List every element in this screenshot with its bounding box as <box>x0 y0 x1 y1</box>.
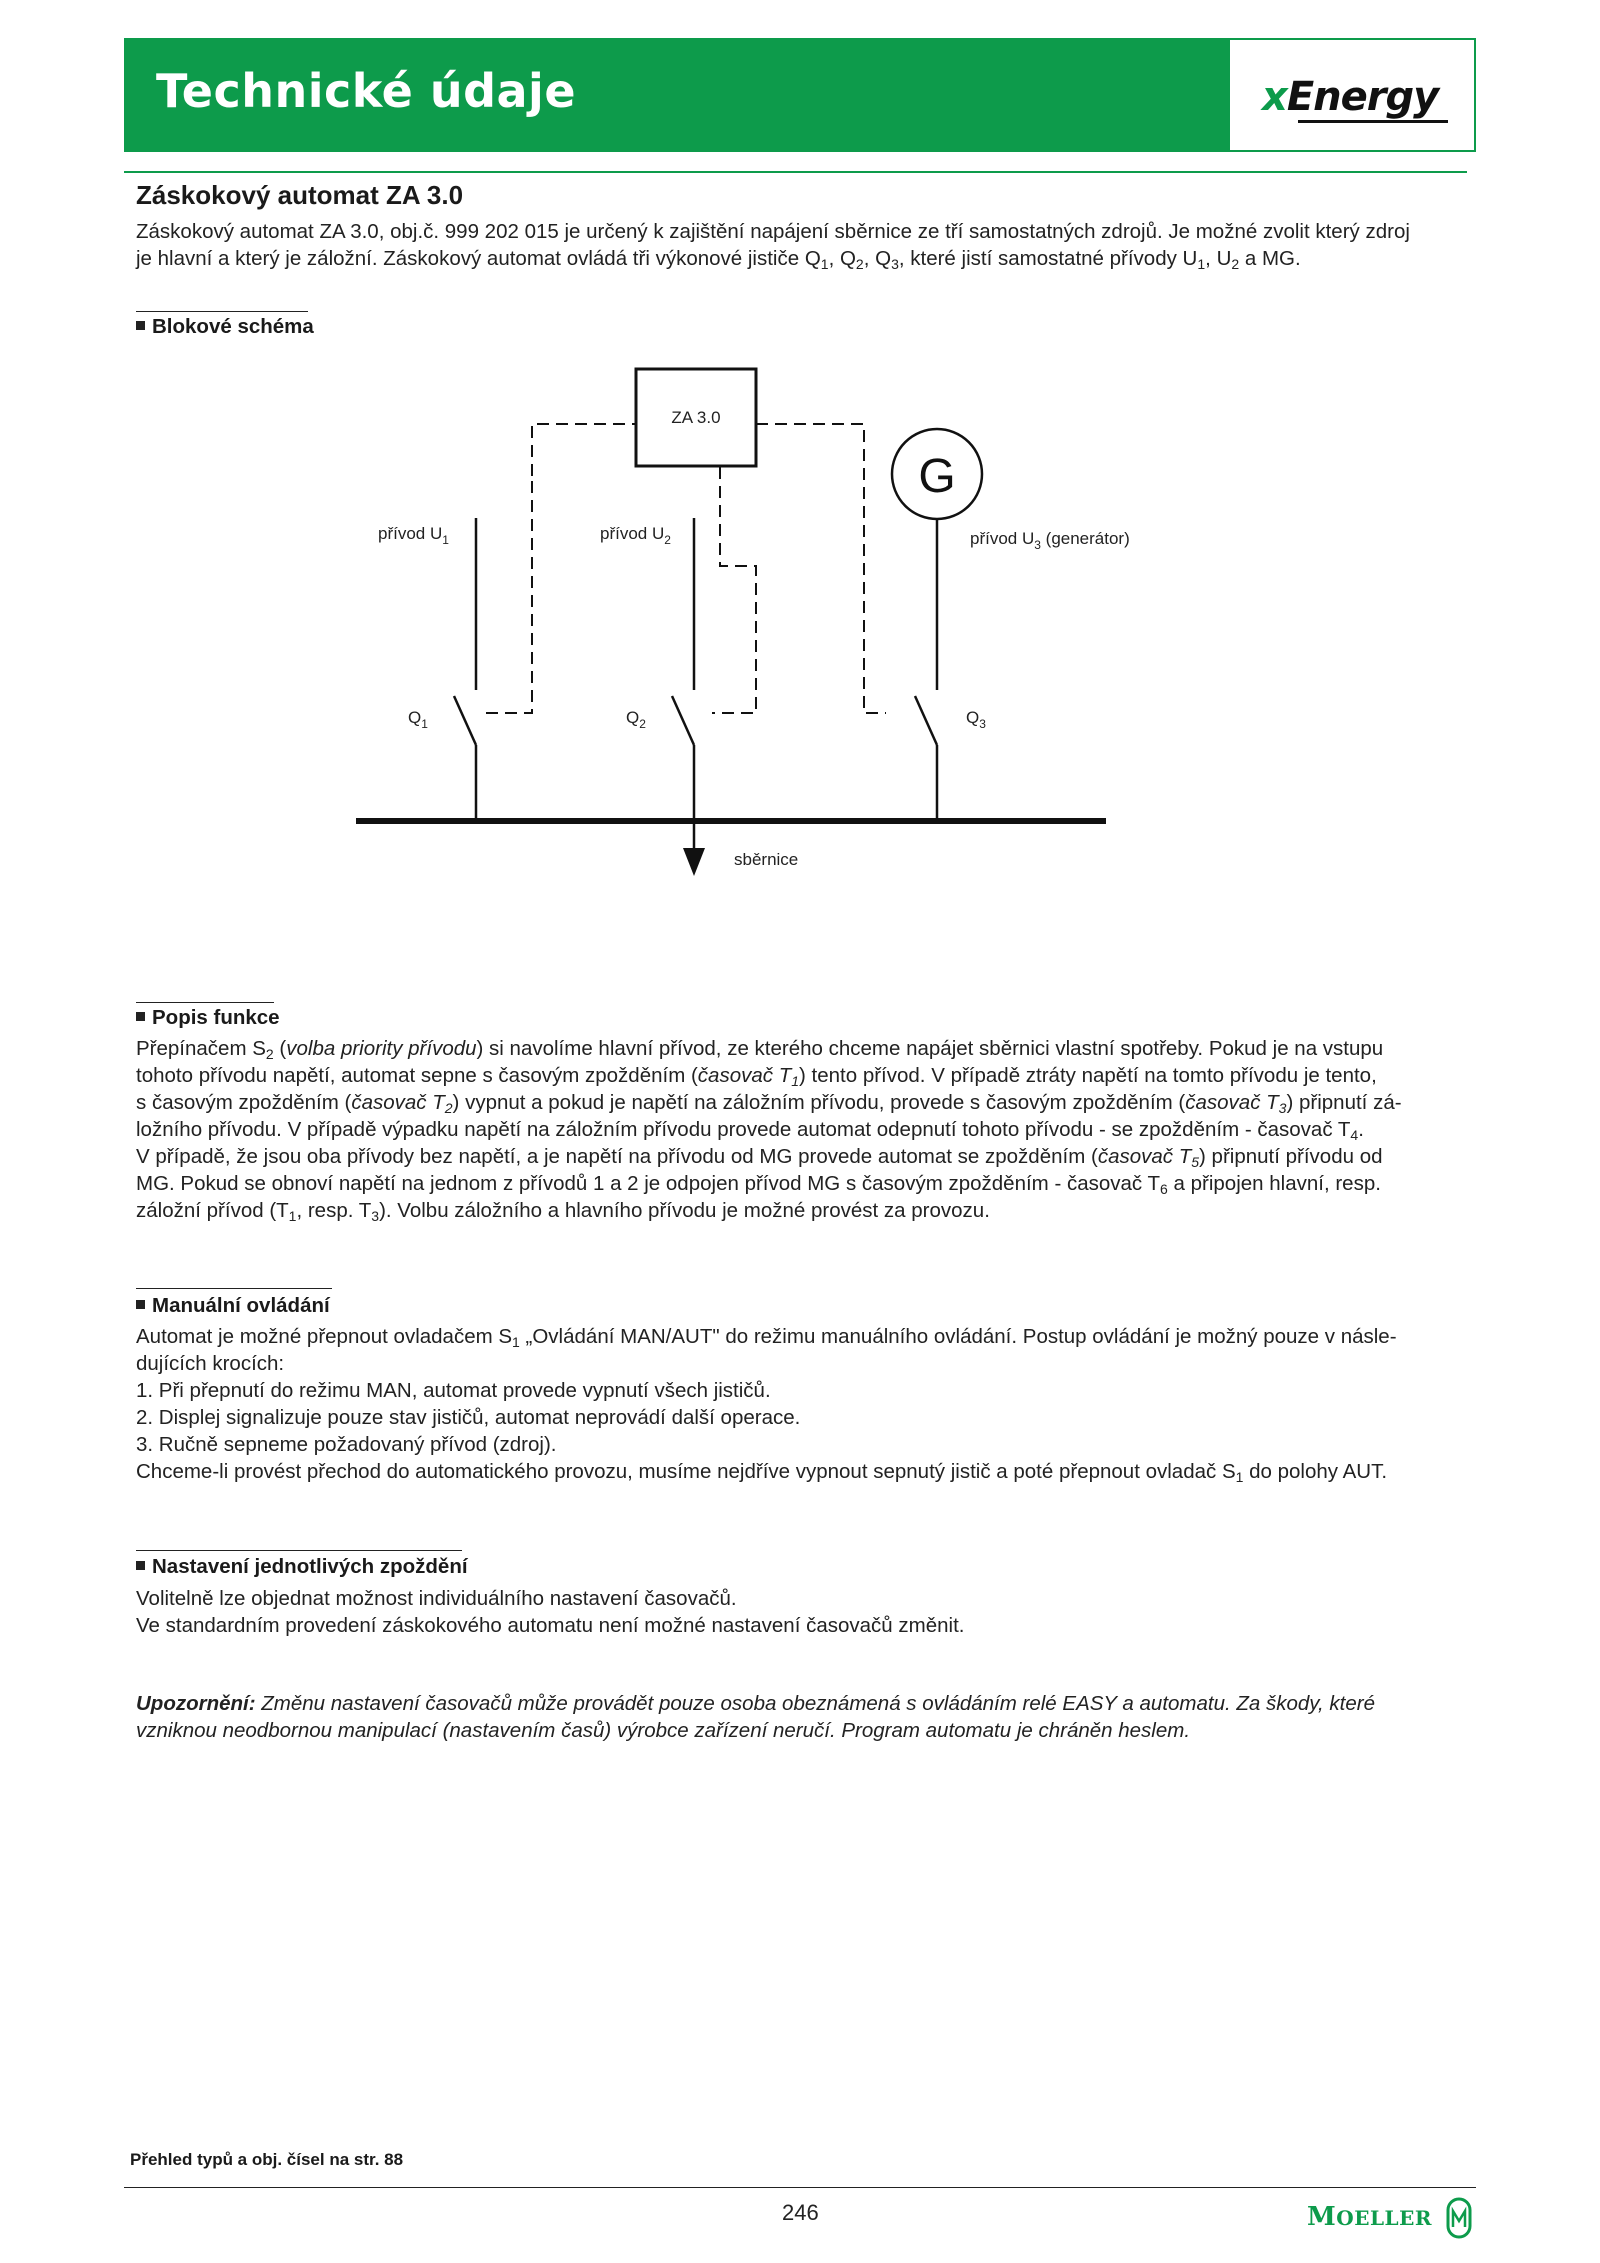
section-label-popis: Popis funkce <box>136 1006 280 1030</box>
bus-label: sběrnice <box>734 850 799 869</box>
text-line: Automat je možné přepnout ovladačem $S_1$ „Ovládání MAN/AUT" do režimu manuálního ovládání. Postup ovládání je možný pouze v násle- <box>136 1325 1397 1350</box>
text-line: s časovým zpožděním (časovač $T_2$) vypnut a pokud je napětí na záložním přívodu, provede s časovým zpožděním (časovač $T_3$) připnutí zá- <box>136 1091 1402 1116</box>
text-line: Upozornění: Změnu nastavení časovačů může provádět pouze osoba obeznámená s ovládáním relé EASY a automatu. Za škody, které <box>136 1692 1375 1715</box>
section-rule-delays <box>136 1550 462 1551</box>
moeller-emblem-icon <box>1446 2197 1472 2239</box>
breaker-label-q2: $Q_2$ <box>626 708 646 731</box>
block-diagram <box>0 0 1600 900</box>
breaker-label-q1: $Q_1$ <box>408 708 428 731</box>
feed-label-u3: přívod $U_3$ (generátor) <box>970 529 1130 552</box>
section-rule-manual <box>136 1288 332 1289</box>
moeller-logo: MOELLER <box>1307 2202 1432 2232</box>
text-line: Záskokový automat ZA 3.0, obj.č. 999 202 015 je určený k zajištění napájení sběrnice ze tří samostatných zdrojů. Je možné zvolit který zdroj <box>136 220 1410 243</box>
feed-label-u1: přívod $U_1$ <box>378 524 449 547</box>
text-line: 2. Displej signalizuje pouze stav jističů, automat neprovádí další operace. <box>136 1406 801 1429</box>
section-label-delays: Nastavení jednotlivých zpoždění <box>136 1555 468 1579</box>
text-line: ložního přívodu. V případě výpadku napětí na záložním přívodu provede automat odepnutí tohoto přívodu - se zpožděním - časovač $T_4$. <box>136 1118 1364 1143</box>
generator-label: G <box>918 450 956 503</box>
text-line: V případě, že jsou oba přívody bez napětí, a je napětí na přívodu od MG provede automat se zpožděním (časovač $T_5$) připnutí přívodu od <box>136 1145 1383 1170</box>
text-line: vzniknou neodbornou manipulací (nastavením časů) výrobce zařízení neručí. Program automatu je chráněn heslem. <box>136 1719 1191 1742</box>
footer-rule <box>124 2187 1476 2188</box>
text-line: 1. Při přepnutí do režimu MAN, automat provede vypnutí všech jističů. <box>136 1379 771 1402</box>
bullet-square-icon <box>136 1561 145 1570</box>
text-line: je hlavní a který je záložní. Záskokový automat ovládá tři výkonové jističe $Q_1$, $Q_2$, $Q_3$, které jistí samostatné přívody $U_1$, $U_2$ a MG. <box>136 247 1301 272</box>
logo-x: x <box>1262 74 1287 120</box>
text-line: Volitelně lze objednat možnost individuálního nastavení časovačů. <box>136 1587 737 1610</box>
bullet-square-icon <box>136 1300 145 1309</box>
bullet-square-icon <box>136 1012 145 1021</box>
breaker-label-q3: $Q_3$ <box>966 708 986 731</box>
controller-label: ZA 3.0 <box>671 408 721 427</box>
page-number: 246 <box>782 2200 819 2225</box>
footer-note: Přehled typů a obj. čísel na str. 88 <box>130 2150 404 2169</box>
breaker-q2-switch <box>672 696 694 745</box>
section-label-block: Blokové schéma <box>136 315 314 339</box>
breaker-q3-switch <box>915 696 937 745</box>
text-line: dujících krocích: <box>136 1352 285 1375</box>
section-rule-popis <box>136 1002 274 1003</box>
dashed-link-q1 <box>532 424 636 476</box>
section-label-manual: Manuální ovládání <box>136 1294 330 1318</box>
text-line: tohoto přívodu napětí, automat sepne s časovým zpožděním (časovač $T_1$) tento přívod. V případě ztráty napětí na tomto přívodu je tento, <box>136 1064 1377 1089</box>
breaker-q1-switch <box>454 696 476 745</box>
feed-label-u2: přívod $U_2$ <box>600 524 671 547</box>
text-line: 3. Ručně sepneme požadovaný přívod (zdroj). <box>136 1433 557 1456</box>
text-line: Chceme-li provést přechod do automatického provozu, musíme nejdříve vypnout sepnutý jistič a poté přepnout ovladač $S_1$ do polohy AUT. <box>136 1460 1388 1485</box>
dashed-link-q1-lower <box>486 476 532 713</box>
dashed-link-q3 <box>756 424 886 713</box>
text-line: záložní přívod ($T_1$, resp. $T_3$). Volbu záložního a hlavního přívodu je možné provést za provozu. <box>136 1199 990 1224</box>
logo-energy: Energy <box>1286 74 1439 120</box>
bus-arrow-icon <box>683 848 705 876</box>
header-title: Technické údaje <box>156 64 577 118</box>
text-line: Ve standardním provedení záskokového automatu není možné nastavení časovačů změnit. <box>136 1614 965 1637</box>
text-line: MG. Pokud se obnoví napětí na jednom z přívodů 1 a 2 je odpojen přívod MG s časovým zpožděním - časovač $T_6$ a připojen hlavní, resp. <box>136 1172 1381 1197</box>
text-line: Přepínačem $S_2$ (volba priority přívodu) si navolíme hlavní přívod, ze kterého chceme napájet sběrnici vlastní spotřeby. Pokud je na vstupu <box>136 1037 1384 1062</box>
dashed-link-q2 <box>712 467 756 713</box>
doc-title: Záskokový automat ZA 3.0 <box>136 180 464 210</box>
